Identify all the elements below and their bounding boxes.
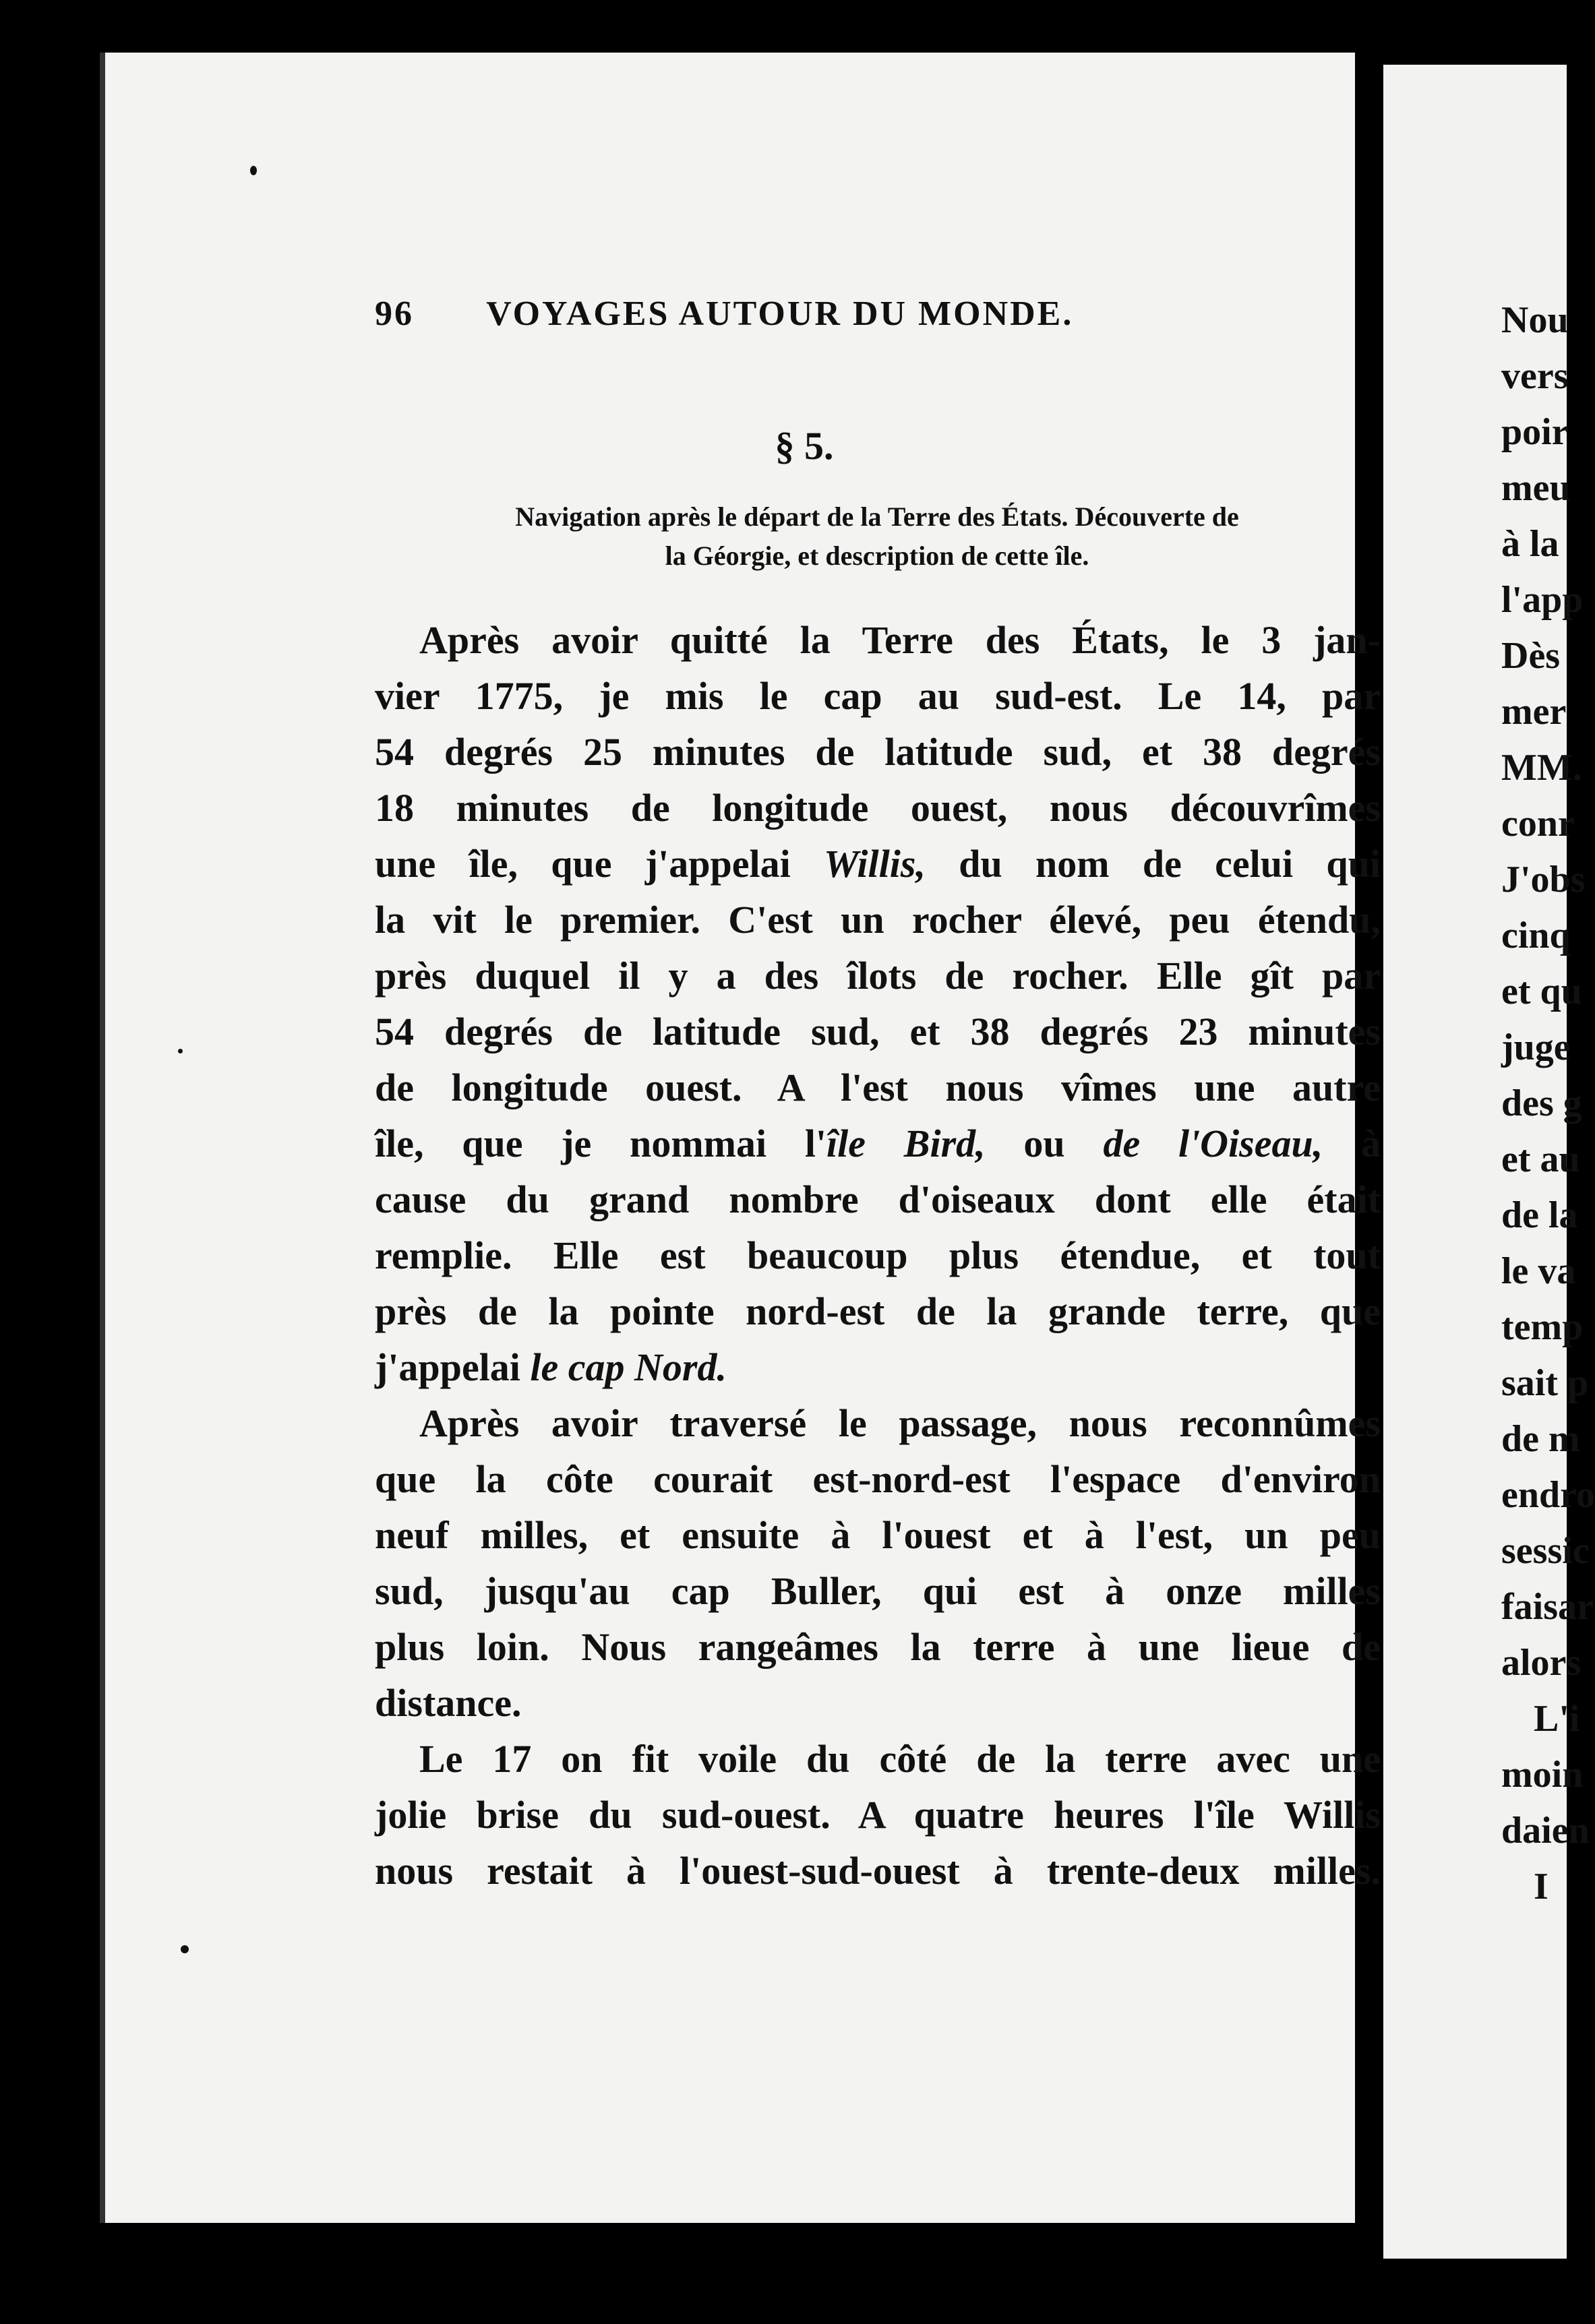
text-line: que la côte courait est-nord-est l'espace d'environ <box>375 1457 1381 1501</box>
text-line: de longitude ouest. A l'est nous vîmes une autre <box>375 1066 1381 1109</box>
facing-line: L'i <box>1534 1698 1580 1740</box>
left-page <box>100 53 1381 2223</box>
facing-line: à la <box>1501 523 1559 565</box>
facing-line: MM. <box>1501 747 1582 789</box>
facing-line: et qu <box>1501 971 1582 1012</box>
facing-line: cinq <box>1501 915 1571 956</box>
facing-line: de m <box>1501 1418 1580 1460</box>
facing-line: sait p <box>1501 1362 1589 1404</box>
page-number: 96 <box>375 295 414 333</box>
text-line: Le 17 on fit voile du côté de la terre avec une <box>419 1737 1381 1781</box>
text-line: 54 degrés de latitude sud, et 38 degrés 23 minutes <box>375 1010 1381 1053</box>
print-speck <box>181 1945 189 1953</box>
facing-line: des g <box>1501 1082 1582 1124</box>
facing-line: daien <box>1501 1810 1590 1852</box>
text-line: plus loin. Nous rangeâmes la terre à une lieue de <box>375 1625 1381 1669</box>
text-line: distance. <box>375 1681 522 1725</box>
facing-line: I <box>1534 1866 1548 1907</box>
summary-line: la Géorgie, et description de cette île. <box>665 541 1089 571</box>
facing-line: l'app <box>1501 579 1584 621</box>
facing-line: le va <box>1501 1250 1576 1292</box>
facing-line: mer <box>1501 691 1567 733</box>
facing-line: moin <box>1501 1754 1584 1796</box>
text-line: près duquel il y a des îlots de rocher. Elle gît par <box>375 954 1381 998</box>
text-line: j'appelai le cap Nord. <box>375 1345 727 1389</box>
text-line: remplie. Elle est beaucoup plus étendue, et tout <box>375 1233 1381 1277</box>
text-line: neuf milles, et ensuite à l'ouest et à l'est, un peu <box>375 1513 1381 1557</box>
facing-line: faisar <box>1501 1586 1594 1628</box>
facing-line: et au <box>1501 1138 1580 1180</box>
text-line: sud, jusqu'au cap Buller, qui est à onze milles <box>375 1569 1381 1613</box>
print-speck <box>250 166 257 175</box>
facing-line: endro <box>1501 1474 1595 1516</box>
text-line: 54 degrés 25 minutes de latitude sud, et 38 degrés <box>375 730 1381 774</box>
facing-line: juge <box>1501 1027 1571 1068</box>
facing-page <box>1383 65 1595 2259</box>
text-line: île, que je nommai l'île Bird, ou de l'Oiseau, à <box>375 1122 1381 1165</box>
section-summary <box>375 497 1379 576</box>
body-text <box>375 612 1381 1899</box>
facing-line: conr <box>1501 803 1575 845</box>
text-line: Après avoir traversé le passage, nous reconnûmes <box>419 1401 1381 1445</box>
facing-line: Dès <box>1501 635 1561 677</box>
facing-line: sessic <box>1501 1530 1590 1572</box>
text-line: une île, que j'appelai Willis, du nom de celui qui <box>375 842 1381 886</box>
running-header <box>375 294 1386 334</box>
facing-line: J'obs <box>1501 859 1586 900</box>
text-line: 18 minutes de longitude ouest, nous découvrîmes <box>375 786 1381 830</box>
summary-line: Navigation après le départ de la Terre des États. Découverte de <box>515 501 1239 532</box>
facing-line: Nou <box>1501 299 1569 341</box>
text-line: vier 1775, je mis le cap au sud-est. Le 14, par <box>375 674 1381 718</box>
facing-line: poir <box>1501 411 1569 453</box>
text-line: Après avoir quitté la Terre des États, le 3 jan- <box>419 618 1381 662</box>
facing-line: meu <box>1501 467 1571 509</box>
facing-line: temp <box>1501 1306 1584 1348</box>
print-speck <box>178 1049 183 1053</box>
running-title: VOYAGES AUTOUR DU MONDE. <box>486 295 1074 333</box>
text-line: la vit le premier. C'est un rocher élevé, peu étendu, <box>375 898 1381 942</box>
facing-line: alors <box>1501 1642 1582 1684</box>
facing-line: vers <box>1501 355 1569 397</box>
text-line: près de la pointe nord-est de la grande terre, que <box>375 1289 1381 1333</box>
section-number: § 5. <box>775 424 834 468</box>
facing-line: de la <box>1501 1194 1578 1236</box>
text-line: cause du grand nombre d'oiseaux dont elle était <box>375 1178 1381 1221</box>
text-line: jolie brise du sud-ouest. A quatre heures l'île Willis <box>375 1793 1381 1837</box>
facing-page-text <box>1501 293 1595 1915</box>
text-line: nous restait à l'ouest-sud-ouest à trente-deux milles. <box>375 1849 1381 1893</box>
